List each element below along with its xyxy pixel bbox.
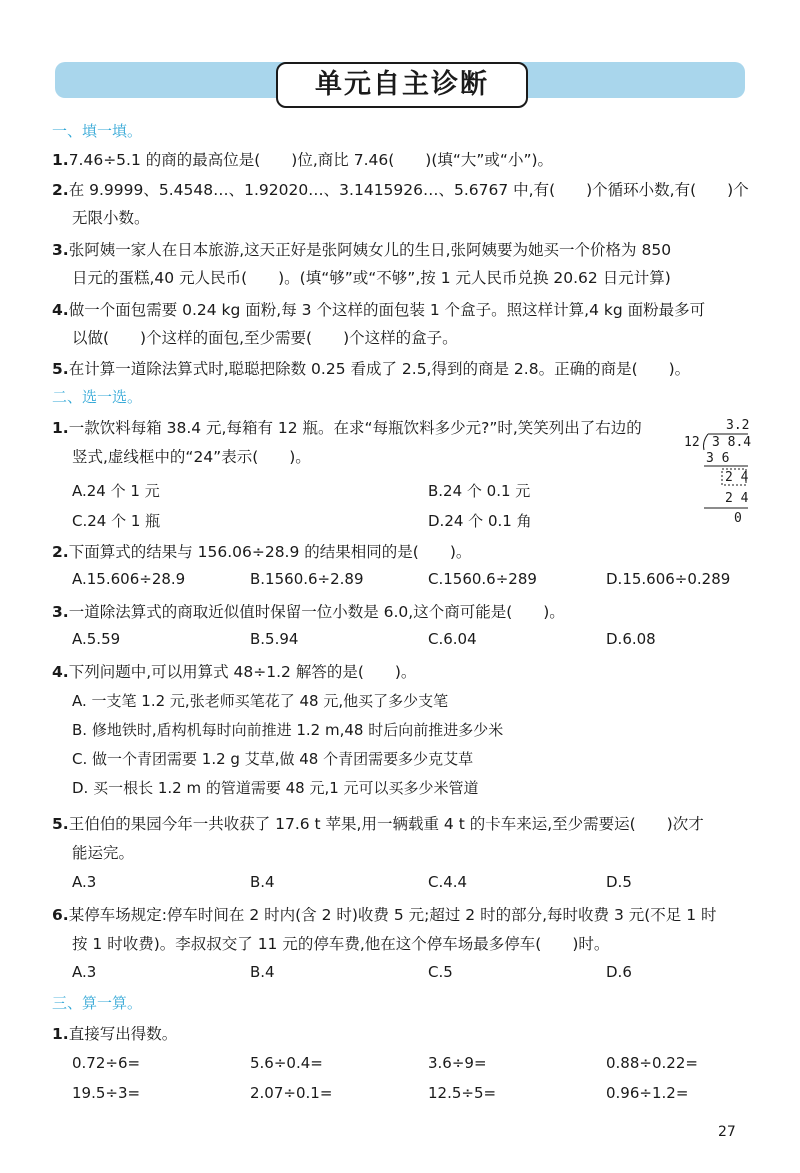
- option-2-2-a: A.15.606÷28.9: [72, 570, 186, 588]
- question-2-1-cont: 竖式,虚线框中的“24”表示( )。: [72, 448, 311, 466]
- page-number: 27: [718, 1124, 736, 1140]
- question-1-3-cont: 日元的蛋糕,40 元人民币( )。(填“够”或“不够”,按 1 元人民币兑换 20.62 日元计算): [72, 269, 671, 287]
- option-2-2-c: C.1560.6÷289: [428, 570, 537, 588]
- question-2-6: 6.某停车场规定:停车时间在 2 时内(含 2 时)收费 5 元;超过 2 时的部分,每时收费 3 元(不足 1 时: [52, 906, 717, 924]
- division-step-1: 3 6: [706, 451, 730, 466]
- option-2-4-d: D. 买一根长 1.2 m 的管道需要 48 元,1 元可以买多少米管道: [72, 779, 479, 797]
- calc-item: 0.72÷6=: [72, 1054, 141, 1072]
- option-2-4-a: A. 一支笔 1.2 元,张老师买笔花了 48 元,他买了多少支笔: [72, 692, 449, 710]
- question-1-4: 4.做一个面包需要 0.24 kg 面粉,每 3 个这样的面包装 1 个盒子。照这样计算,4 kg 面粉最多可: [52, 301, 706, 319]
- division-divisor: 12: [684, 435, 700, 450]
- question-1-4-cont: 以做( )个这样的面包,至少需要( )个这样的盒子。: [72, 329, 458, 347]
- option-2-1-b: B.24 个 0.1 元: [428, 482, 531, 500]
- option-2-1-c: C.24 个 1 瓶: [72, 512, 161, 530]
- calc-item: 0.88÷0.22=: [606, 1054, 698, 1072]
- long-division-diagram: [680, 418, 760, 528]
- question-2-5: 5.王伯伯的果园今年一共收获了 17.6 t 苹果,用一辆载重 4 t 的卡车来运,至少需要运( )次才: [52, 815, 704, 833]
- question-2-4: 4.下列问题中,可以用算式 48÷1.2 解答的是( )。: [52, 663, 417, 681]
- option-2-3-b: B.5.94: [250, 630, 299, 648]
- division-dividend: 3 8.4: [712, 435, 752, 450]
- section-heading-choose: 二、选一选。: [52, 388, 143, 406]
- option-2-3-d: D.6.08: [606, 630, 656, 648]
- option-2-6-a: A.3: [72, 963, 97, 981]
- question-1-3: 3.张阿姨一家人在日本旅游,这天正好是张阿姨女儿的生日,张阿姨要为她买一个价格为 850: [52, 241, 672, 259]
- question-1-5: 5.在计算一道除法算式时,聪聪把除数 0.25 看成了 2.5,得到的商是 2.8。正确的商是( )。: [52, 360, 691, 378]
- question-1-1: 1.7.46÷5.1 的商的最高位是( )位,商比 7.46( )(填“大”或“小”)。: [52, 151, 554, 169]
- question-1-2: 2.在 9.9999、5.4548…、1.92020…、3.1415926…、5.6767 中,有( )个循环小数,有( )个: [52, 181, 749, 199]
- division-quotient: 3.2: [726, 418, 750, 433]
- question-2-6-cont: 按 1 时收费)。李叔叔交了 11 元的停车费,他在这个停车场最多停车( )时。: [72, 935, 610, 953]
- calc-item: 12.5÷5=: [428, 1084, 497, 1102]
- calc-item: 3.6÷9=: [428, 1054, 487, 1072]
- option-2-2-b: B.1560.6÷2.89: [250, 570, 364, 588]
- option-2-6-c: C.5: [428, 963, 453, 981]
- option-2-3-a: A.5.59: [72, 630, 121, 648]
- calc-item: 19.5÷3=: [72, 1084, 141, 1102]
- question-2-2: 2.下面算式的结果与 156.06÷28.9 的结果相同的是( )。: [52, 543, 472, 561]
- option-2-5-b: B.4: [250, 873, 275, 891]
- option-2-1-d: D.24 个 0.1 角: [428, 512, 532, 530]
- section-heading-calculate: 三、算一算。: [52, 994, 143, 1012]
- option-2-1-a: A.24 个 1 元: [72, 482, 160, 500]
- calc-item: 0.96÷1.2=: [606, 1084, 689, 1102]
- option-2-4-b: B. 修地铁时,盾构机每时向前推进 1.2 m,48 时后向前推进多少米: [72, 721, 504, 739]
- option-2-5-d: D.5: [606, 873, 632, 891]
- section-heading-fill: 一、填一填。: [52, 122, 143, 140]
- option-2-4-c: C. 做一个青团需要 1.2 g 艾草,做 48 个青团需要多少克艾草: [72, 750, 474, 768]
- option-2-6-d: D.6: [606, 963, 632, 981]
- option-2-2-d: D.15.606÷0.289: [606, 570, 731, 588]
- calc-item: 2.07÷0.1=: [250, 1084, 333, 1102]
- division-step-3: 2 4: [725, 491, 749, 506]
- calc-item: 5.6÷0.4=: [250, 1054, 323, 1072]
- division-step-2: 2 4: [725, 470, 749, 485]
- division-remainder: 0: [734, 511, 742, 526]
- question-2-3: 3.一道除法算式的商取近似值时保留一位小数是 6.0,这个商可能是( )。: [52, 603, 565, 621]
- option-2-5-a: A.3: [72, 873, 97, 891]
- question-2-1: 1.一款饮料每箱 38.4 元,每箱有 12 瓶。在求“每瓶饮料多少元?”时,笑笑列出了右边的: [52, 419, 642, 437]
- question-2-5-cont: 能运完。: [72, 844, 135, 862]
- page-title: 单元自主诊断: [276, 62, 528, 108]
- option-2-3-c: C.6.04: [428, 630, 477, 648]
- option-2-5-c: C.4.4: [428, 873, 468, 891]
- option-2-6-b: B.4: [250, 963, 275, 981]
- question-3-1: 1.直接写出得数。: [52, 1025, 178, 1043]
- question-1-2-cont: 无限小数。: [72, 209, 150, 227]
